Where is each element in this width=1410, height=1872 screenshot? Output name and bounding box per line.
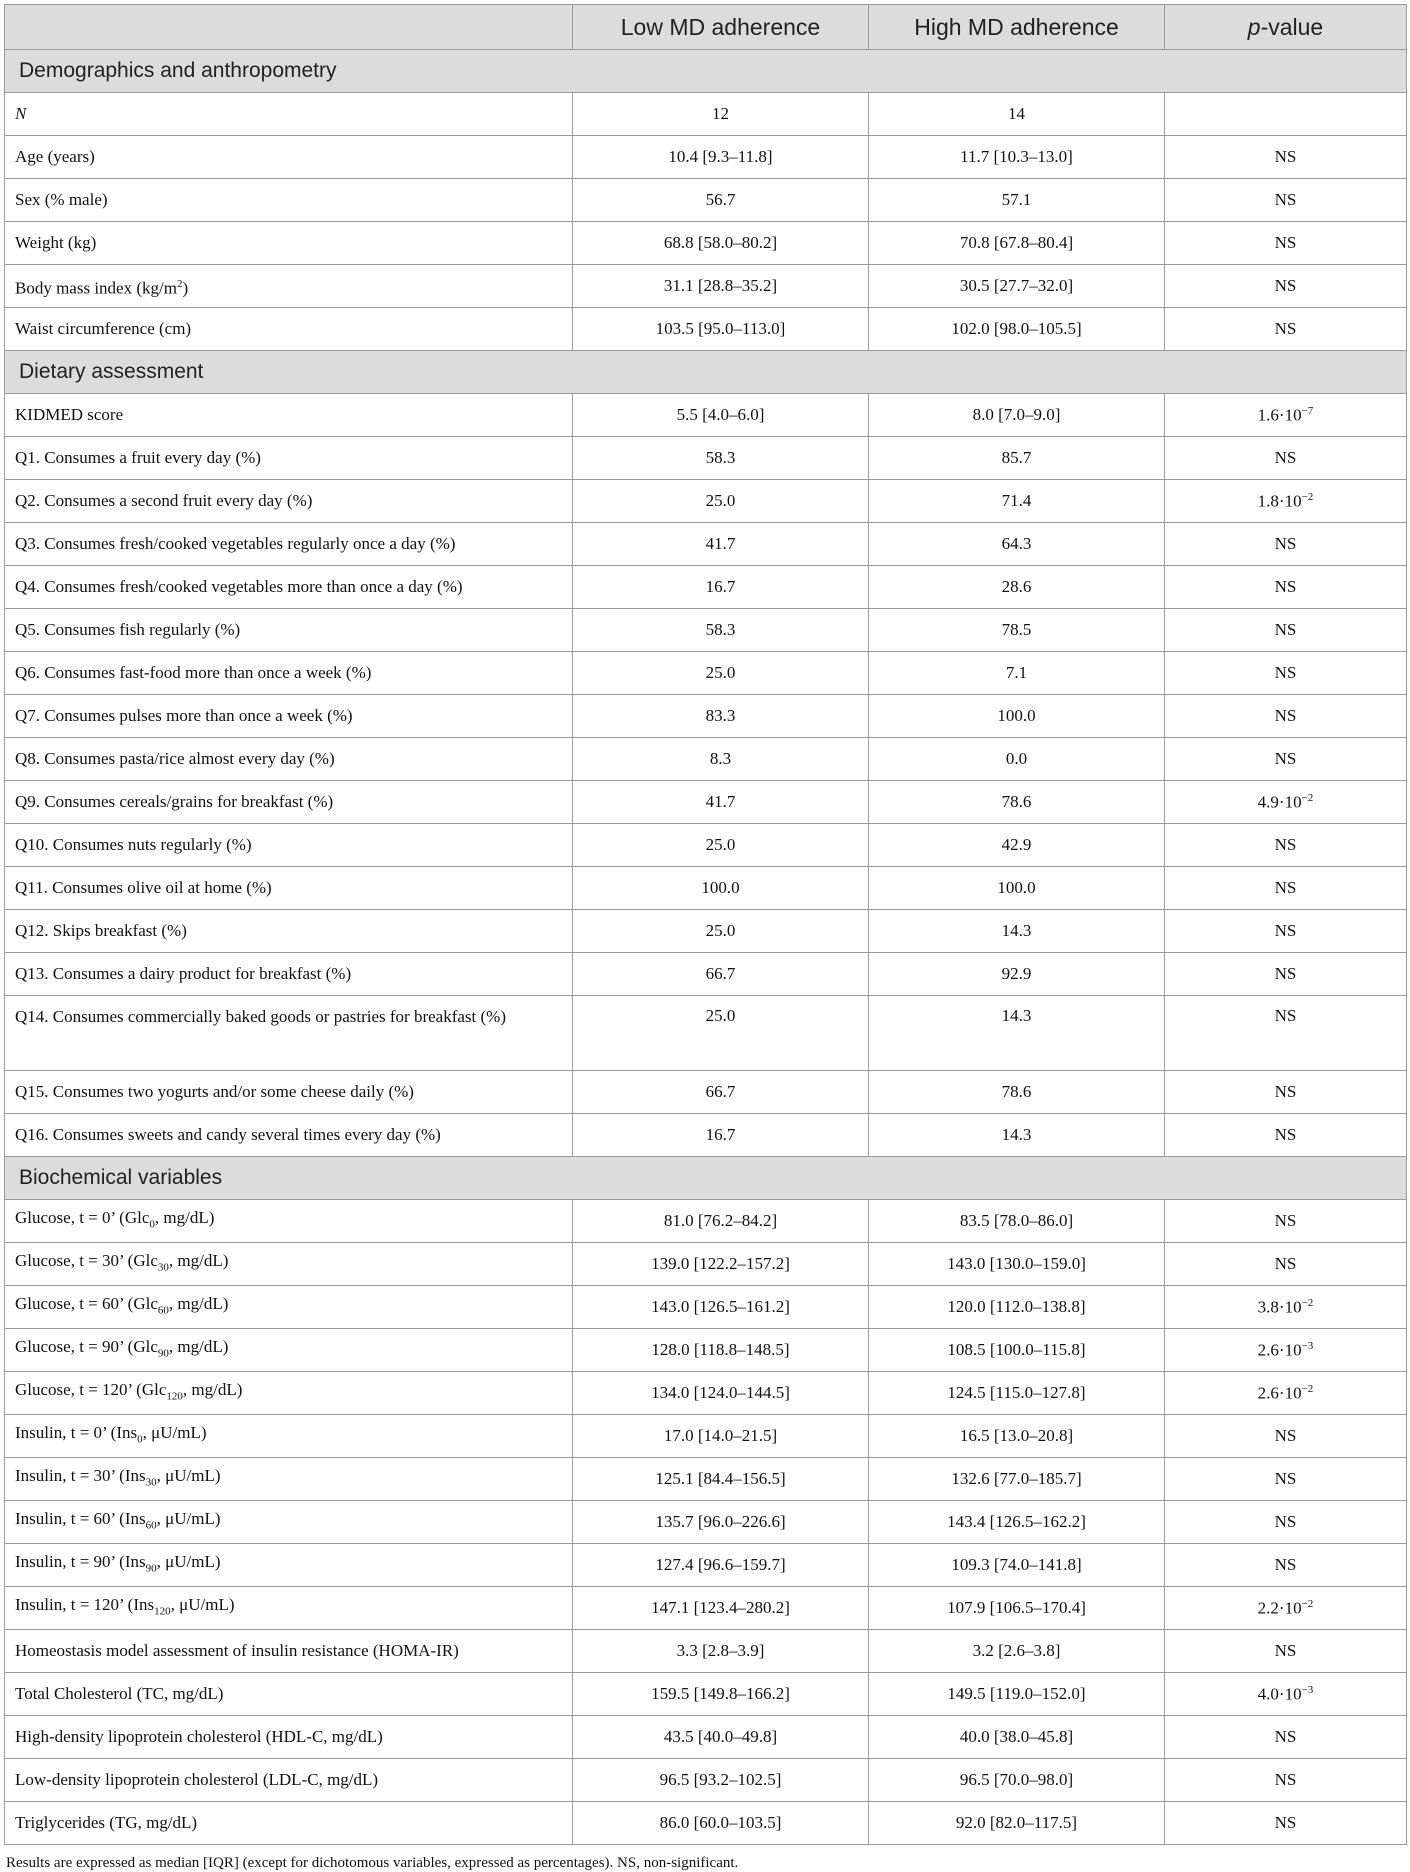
p-base: 2.6·10 bbox=[1257, 1383, 1302, 1403]
table-row bbox=[5, 523, 1407, 566]
low-value: 66.7 bbox=[573, 1071, 869, 1114]
p-value bbox=[1165, 1673, 1407, 1716]
low-value: 86.0 [60.0–103.5] bbox=[573, 1802, 869, 1845]
p-value: NS bbox=[1165, 1501, 1407, 1544]
table-row bbox=[5, 1458, 1407, 1501]
row-label bbox=[5, 1243, 573, 1286]
row-label: Q15. Consumes two yogurts and/or some cheese daily (%) bbox=[5, 1071, 573, 1114]
low-value: 3.3 [2.8–3.9] bbox=[573, 1630, 869, 1673]
row-label: Q6. Consumes fast-food more than once a week (%) bbox=[5, 652, 573, 695]
p-value: NS bbox=[1165, 1200, 1407, 1243]
table-footnote: Results are expressed as median [IQR] (except for dichotomous variables, expressed as percentages). NS, non-significant. bbox=[6, 1855, 739, 1871]
label-subscript: 90 bbox=[157, 1347, 169, 1360]
label-text: , mg/dL) bbox=[168, 1293, 229, 1313]
p-exponent: −2 bbox=[1301, 1382, 1314, 1395]
high-value: 78.6 bbox=[869, 1071, 1165, 1114]
low-value: 25.0 bbox=[573, 824, 869, 867]
row-label: Q10. Consumes nuts regularly (%) bbox=[5, 824, 573, 867]
p-value: NS bbox=[1165, 1759, 1407, 1802]
label-subscript: 90 bbox=[145, 1562, 157, 1575]
low-value: 10.4 [9.3–11.8] bbox=[573, 136, 869, 179]
row-label bbox=[5, 1587, 573, 1630]
table-row bbox=[5, 566, 1407, 609]
row-label bbox=[5, 1415, 573, 1458]
label-text: , μU/mL) bbox=[142, 1422, 207, 1442]
high-value: 64.3 bbox=[869, 523, 1165, 566]
high-value: 100.0 bbox=[869, 695, 1165, 738]
p-value: NS bbox=[1165, 1544, 1407, 1587]
low-value: 25.0 bbox=[573, 996, 869, 1071]
p-value bbox=[1165, 480, 1407, 523]
p-value: NS bbox=[1165, 609, 1407, 652]
p-exponent: −3 bbox=[1301, 1339, 1314, 1352]
table-row bbox=[5, 1587, 1407, 1630]
section-demographics: Demographics and anthropometry bbox=[5, 50, 1407, 93]
low-value: 58.3 bbox=[573, 609, 869, 652]
label-subscript: 30 bbox=[157, 1261, 169, 1274]
row-label bbox=[5, 1501, 573, 1544]
high-value: 7.1 bbox=[869, 652, 1165, 695]
p-value bbox=[1165, 93, 1407, 136]
header-low-md: Low MD adherence bbox=[573, 5, 869, 50]
row-label: Q5. Consumes fish regularly (%) bbox=[5, 609, 573, 652]
table-row bbox=[5, 1630, 1407, 1673]
p-exponent: −2 bbox=[1301, 791, 1314, 804]
low-value: 96.5 [93.2–102.5] bbox=[573, 1759, 869, 1802]
low-value: 127.4 [96.6–159.7] bbox=[573, 1544, 869, 1587]
table-row bbox=[5, 265, 1407, 308]
label-text: Glucose, t = 90’ (Glc bbox=[15, 1336, 158, 1356]
p-value: NS bbox=[1165, 1802, 1407, 1845]
p-value: NS bbox=[1165, 652, 1407, 695]
low-value: 83.3 bbox=[573, 695, 869, 738]
table-row bbox=[5, 394, 1407, 437]
low-value: 134.0 [124.0–144.5] bbox=[573, 1372, 869, 1415]
table-row bbox=[5, 179, 1407, 222]
row-label: Total Cholesterol (TC, mg/dL) bbox=[5, 1673, 573, 1716]
row-label: Q3. Consumes fresh/cooked vegetables regularly once a day (%) bbox=[5, 523, 573, 566]
high-value: 0.0 bbox=[869, 738, 1165, 781]
row-label: Waist circumference (cm) bbox=[5, 308, 573, 351]
row-label bbox=[5, 1329, 573, 1372]
p-base: 4.0·10 bbox=[1257, 1684, 1302, 1704]
header-p-suffix: -value bbox=[1260, 13, 1324, 40]
low-value: 41.7 bbox=[573, 523, 869, 566]
high-value: 16.5 [13.0–20.8] bbox=[869, 1415, 1165, 1458]
p-value bbox=[1165, 781, 1407, 824]
low-value: 139.0 [122.2–157.2] bbox=[573, 1243, 869, 1286]
p-value: NS bbox=[1165, 1243, 1407, 1286]
low-value: 25.0 bbox=[573, 480, 869, 523]
table-row bbox=[5, 1501, 1407, 1544]
section-row bbox=[5, 351, 1407, 394]
table-row bbox=[5, 738, 1407, 781]
section-row bbox=[5, 50, 1407, 93]
row-label: Q7. Consumes pulses more than once a week (%) bbox=[5, 695, 573, 738]
low-value: 135.7 [96.0–226.6] bbox=[573, 1501, 869, 1544]
label-text: Glucose, t = 60’ (Glc bbox=[15, 1293, 158, 1313]
label-text: Glucose, t = 30’ (Glc bbox=[15, 1250, 158, 1270]
label-text: , mg/dL) bbox=[154, 1207, 215, 1227]
high-value: 149.5 [119.0–152.0] bbox=[869, 1673, 1165, 1716]
high-value: 71.4 bbox=[869, 480, 1165, 523]
high-value: 14.3 bbox=[869, 910, 1165, 953]
row-label: KIDMED score bbox=[5, 394, 573, 437]
high-value: 109.3 [74.0–141.8] bbox=[869, 1544, 1165, 1587]
high-value: 14.3 bbox=[869, 996, 1165, 1071]
high-value: 42.9 bbox=[869, 824, 1165, 867]
p-value: NS bbox=[1165, 222, 1407, 265]
table-row bbox=[5, 652, 1407, 695]
row-label: Q1. Consumes a fruit every day (%) bbox=[5, 437, 573, 480]
row-label: Q16. Consumes sweets and candy several times every day (%) bbox=[5, 1114, 573, 1157]
low-value: 56.7 bbox=[573, 179, 869, 222]
p-value: NS bbox=[1165, 824, 1407, 867]
table-row bbox=[5, 1329, 1407, 1372]
section-biochemical: Biochemical variables bbox=[5, 1157, 1407, 1200]
high-value: 107.9 [106.5–170.4] bbox=[869, 1587, 1165, 1630]
table-row bbox=[5, 1415, 1407, 1458]
label-text: ) bbox=[182, 278, 189, 298]
label-text: , mg/dL) bbox=[168, 1336, 229, 1356]
low-value: 100.0 bbox=[573, 867, 869, 910]
row-label: Homeostasis model assessment of insulin resistance (HOMA-IR) bbox=[5, 1630, 573, 1673]
table-row bbox=[5, 1372, 1407, 1415]
table-row bbox=[5, 824, 1407, 867]
label-text: Insulin, t = 30’ (Ins bbox=[15, 1465, 146, 1485]
table-row bbox=[5, 1716, 1407, 1759]
low-value: 8.3 bbox=[573, 738, 869, 781]
p-value: NS bbox=[1165, 695, 1407, 738]
high-value: 92.0 [82.0–117.5] bbox=[869, 1802, 1165, 1845]
row-label bbox=[5, 265, 573, 308]
high-value: 14.3 bbox=[869, 1114, 1165, 1157]
table-row bbox=[5, 1673, 1407, 1716]
table-row bbox=[5, 136, 1407, 179]
high-value: 143.4 [126.5–162.2] bbox=[869, 1501, 1165, 1544]
table-row bbox=[5, 1286, 1407, 1329]
p-value: NS bbox=[1165, 1114, 1407, 1157]
high-value: 132.6 [77.0–185.7] bbox=[869, 1458, 1165, 1501]
p-value: NS bbox=[1165, 738, 1407, 781]
row-label: Sex (% male) bbox=[5, 179, 573, 222]
p-base: 1.6·10 bbox=[1257, 405, 1302, 425]
table-row bbox=[5, 1759, 1407, 1802]
high-value: 3.2 [2.6–3.8] bbox=[869, 1630, 1165, 1673]
low-value: 31.1 [28.8–35.2] bbox=[573, 265, 869, 308]
p-value: NS bbox=[1165, 566, 1407, 609]
high-value: 70.8 [67.8–80.4] bbox=[869, 222, 1165, 265]
p-exponent: −2 bbox=[1301, 490, 1314, 503]
p-value: NS bbox=[1165, 953, 1407, 996]
table-row bbox=[5, 953, 1407, 996]
table-row bbox=[5, 1802, 1407, 1845]
p-value: NS bbox=[1165, 136, 1407, 179]
high-value: 108.5 [100.0–115.8] bbox=[869, 1329, 1165, 1372]
low-value: 147.1 [123.4–280.2] bbox=[573, 1587, 869, 1630]
high-value: 100.0 bbox=[869, 867, 1165, 910]
label-subscript: 0 bbox=[137, 1433, 143, 1446]
p-base: 4.9·10 bbox=[1257, 792, 1302, 812]
label-text: Insulin, t = 120’ (Ins bbox=[15, 1594, 155, 1614]
row-label: Q2. Consumes a second fruit every day (%) bbox=[5, 480, 573, 523]
row-label: Q12. Skips breakfast (%) bbox=[5, 910, 573, 953]
p-base: 2.6·10 bbox=[1257, 1340, 1302, 1360]
table-row bbox=[5, 996, 1407, 1071]
low-value: 143.0 [126.5–161.2] bbox=[573, 1286, 869, 1329]
low-value: 5.5 [4.0–6.0] bbox=[573, 394, 869, 437]
table-row bbox=[5, 1114, 1407, 1157]
row-label: Q9. Consumes cereals/grains for breakfast (%) bbox=[5, 781, 573, 824]
low-value: 81.0 [76.2–84.2] bbox=[573, 1200, 869, 1243]
label-text: Glucose, t = 0’ (Glc bbox=[15, 1207, 150, 1227]
p-value bbox=[1165, 394, 1407, 437]
results-table bbox=[4, 4, 1407, 1845]
high-value: 40.0 [38.0–45.8] bbox=[869, 1716, 1165, 1759]
p-exponent: −2 bbox=[1301, 1597, 1314, 1610]
p-value bbox=[1165, 1587, 1407, 1630]
p-value: NS bbox=[1165, 1630, 1407, 1673]
row-label: Age (years) bbox=[5, 136, 573, 179]
table-row bbox=[5, 910, 1407, 953]
header-blank bbox=[5, 5, 573, 50]
table-row bbox=[5, 867, 1407, 910]
label-text: Insulin, t = 90’ (Ins bbox=[15, 1551, 146, 1571]
low-value: 16.7 bbox=[573, 566, 869, 609]
row-label: Weight (kg) bbox=[5, 222, 573, 265]
header-p-value bbox=[1165, 5, 1407, 50]
p-value bbox=[1165, 1372, 1407, 1415]
table-row bbox=[5, 308, 1407, 351]
table-row bbox=[5, 480, 1407, 523]
high-value: 78.6 bbox=[869, 781, 1165, 824]
low-value: 159.5 [149.8–166.2] bbox=[573, 1673, 869, 1716]
row-label: N bbox=[5, 93, 573, 136]
label-text: , μU/mL) bbox=[156, 1465, 221, 1485]
p-value: NS bbox=[1165, 437, 1407, 480]
table-row bbox=[5, 222, 1407, 265]
high-value: 102.0 [98.0–105.5] bbox=[869, 308, 1165, 351]
p-value: NS bbox=[1165, 1071, 1407, 1114]
p-value bbox=[1165, 1329, 1407, 1372]
table-row bbox=[5, 1071, 1407, 1114]
section-dietary: Dietary assessment bbox=[5, 351, 1407, 394]
high-value: 8.0 [7.0–9.0] bbox=[869, 394, 1165, 437]
p-value: NS bbox=[1165, 1716, 1407, 1759]
high-value: 11.7 [10.3–13.0] bbox=[869, 136, 1165, 179]
low-value: 16.7 bbox=[573, 1114, 869, 1157]
label-subscript: 30 bbox=[145, 1476, 157, 1489]
label-superscript: 2 bbox=[176, 277, 183, 290]
row-label bbox=[5, 1200, 573, 1243]
label-subscript: 60 bbox=[145, 1519, 157, 1532]
p-value bbox=[1165, 1286, 1407, 1329]
table-row bbox=[5, 781, 1407, 824]
table-row bbox=[5, 695, 1407, 738]
label-text: Insulin, t = 60’ (Ins bbox=[15, 1508, 146, 1528]
label-text: , μU/mL) bbox=[170, 1594, 235, 1614]
low-value: 68.8 [58.0–80.2] bbox=[573, 222, 869, 265]
table-row bbox=[5, 1200, 1407, 1243]
row-label bbox=[5, 1458, 573, 1501]
p-value: NS bbox=[1165, 867, 1407, 910]
p-value: NS bbox=[1165, 308, 1407, 351]
label-subscript: 0 bbox=[149, 1218, 155, 1231]
high-value: 83.5 [78.0–86.0] bbox=[869, 1200, 1165, 1243]
high-value: 92.9 bbox=[869, 953, 1165, 996]
label-text: , μU/mL) bbox=[156, 1551, 221, 1571]
high-value: 14 bbox=[869, 93, 1165, 136]
low-value: 66.7 bbox=[573, 953, 869, 996]
low-value: 25.0 bbox=[573, 652, 869, 695]
label-text: Body mass index (kg/m bbox=[15, 278, 177, 298]
label-text: , mg/dL) bbox=[182, 1379, 243, 1399]
header-p-letter: p bbox=[1247, 13, 1261, 40]
low-value: 25.0 bbox=[573, 910, 869, 953]
row-label: High-density lipoprotein cholesterol (HDL-C, mg/dL) bbox=[5, 1716, 573, 1759]
label-text: , mg/dL) bbox=[168, 1250, 229, 1270]
label-text: Insulin, t = 0’ (Ins bbox=[15, 1422, 138, 1442]
low-value: 12 bbox=[573, 93, 869, 136]
p-exponent: −7 bbox=[1301, 404, 1314, 417]
p-value: NS bbox=[1165, 1458, 1407, 1501]
p-base: 1.8·10 bbox=[1257, 491, 1302, 511]
high-value: 28.6 bbox=[869, 566, 1165, 609]
low-value: 103.5 [95.0–113.0] bbox=[573, 308, 869, 351]
row-label: Q13. Consumes a dairy product for breakfast (%) bbox=[5, 953, 573, 996]
header-high-md: High MD adherence bbox=[869, 5, 1165, 50]
low-value: 17.0 [14.0–21.5] bbox=[573, 1415, 869, 1458]
table-row bbox=[5, 1243, 1407, 1286]
label-text: Glucose, t = 120’ (Glc bbox=[15, 1379, 167, 1399]
row-label bbox=[5, 1286, 573, 1329]
low-value: 43.5 [40.0–49.8] bbox=[573, 1716, 869, 1759]
high-value: 120.0 [112.0–138.8] bbox=[869, 1286, 1165, 1329]
table-row bbox=[5, 609, 1407, 652]
label-subscript: 120 bbox=[166, 1390, 183, 1403]
low-value: 125.1 [84.4–156.5] bbox=[573, 1458, 869, 1501]
high-value: 124.5 [115.0–127.8] bbox=[869, 1372, 1165, 1415]
low-value: 128.0 [118.8–148.5] bbox=[573, 1329, 869, 1372]
header-row bbox=[5, 5, 1407, 50]
row-label bbox=[5, 1372, 573, 1415]
p-value: NS bbox=[1165, 996, 1407, 1071]
high-value: 78.5 bbox=[869, 609, 1165, 652]
label-subscript: 120 bbox=[154, 1605, 171, 1618]
table-row bbox=[5, 93, 1407, 136]
row-label: Triglycerides (TG, mg/dL) bbox=[5, 1802, 573, 1845]
table-row bbox=[5, 1544, 1407, 1587]
p-value: NS bbox=[1165, 179, 1407, 222]
low-value: 58.3 bbox=[573, 437, 869, 480]
p-value: NS bbox=[1165, 523, 1407, 566]
table-row bbox=[5, 437, 1407, 480]
high-value: 30.5 [27.7–32.0] bbox=[869, 265, 1165, 308]
p-base: 2.2·10 bbox=[1257, 1598, 1302, 1618]
p-value: NS bbox=[1165, 1415, 1407, 1458]
p-exponent: −2 bbox=[1301, 1296, 1314, 1309]
row-label: Q4. Consumes fresh/cooked vegetables more than once a day (%) bbox=[5, 566, 573, 609]
p-value: NS bbox=[1165, 910, 1407, 953]
p-base: 3.8·10 bbox=[1257, 1297, 1302, 1317]
label-subscript: 60 bbox=[157, 1304, 169, 1317]
p-exponent: −3 bbox=[1301, 1683, 1314, 1696]
row-label: Q11. Consumes olive oil at home (%) bbox=[5, 867, 573, 910]
section-row bbox=[5, 1157, 1407, 1200]
row-label bbox=[5, 1544, 573, 1587]
label-text: , μU/mL) bbox=[156, 1508, 221, 1528]
low-value: 41.7 bbox=[573, 781, 869, 824]
high-value: 96.5 [70.0–98.0] bbox=[869, 1759, 1165, 1802]
row-label: Low-density lipoprotein cholesterol (LDL-C, mg/dL) bbox=[5, 1759, 573, 1802]
high-value: 57.1 bbox=[869, 179, 1165, 222]
row-label: Q14. Consumes commercially baked goods or pastries for breakfast (%) bbox=[5, 996, 573, 1071]
table-page bbox=[4, 4, 1406, 1872]
row-label: Q8. Consumes pasta/rice almost every day (%) bbox=[5, 738, 573, 781]
high-value: 143.0 [130.0–159.0] bbox=[869, 1243, 1165, 1286]
high-value: 85.7 bbox=[869, 437, 1165, 480]
p-value: NS bbox=[1165, 265, 1407, 308]
